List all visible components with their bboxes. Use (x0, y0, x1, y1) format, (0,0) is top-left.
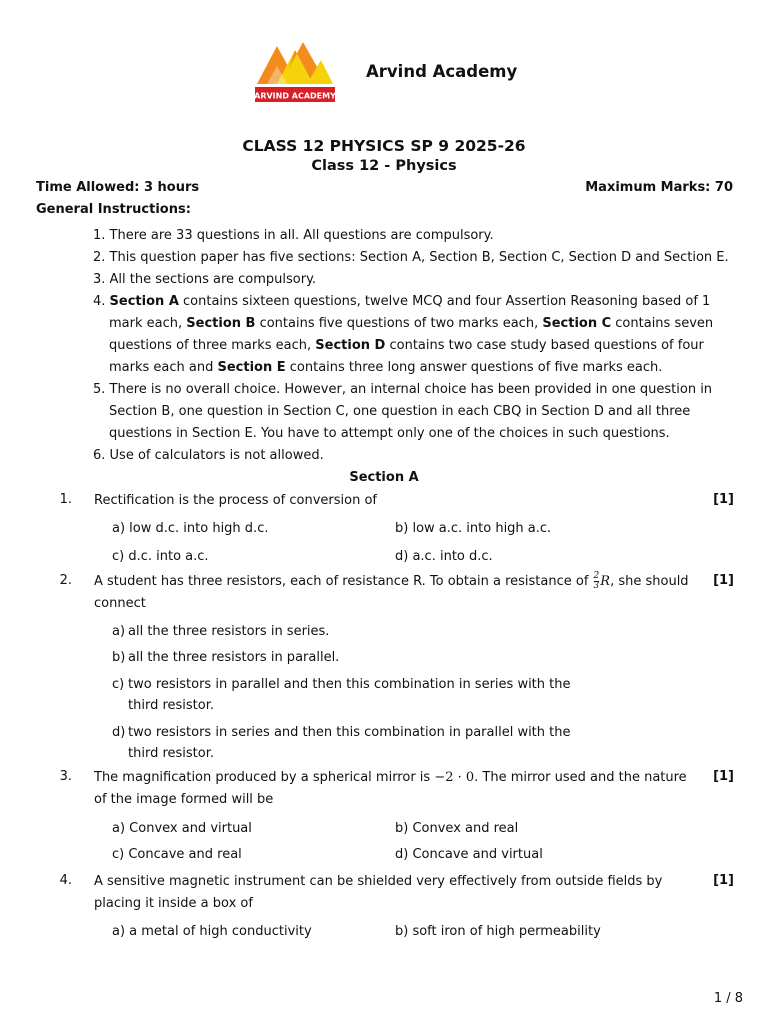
question-4-option-a[interactable]: a) a metal of high conductivity (112, 924, 312, 939)
fraction: $\frac{2}{3}$ (593, 571, 600, 591)
page-number: 1 / 8 (713, 991, 743, 1006)
question-3-option-d[interactable]: d) Concave and virtual (395, 847, 543, 862)
question-1-option-d[interactable]: d) a.c. into d.c. (395, 549, 493, 564)
question-3-marks: [1] (713, 769, 734, 784)
section-a-heading: Section A (349, 470, 419, 485)
question-1-text: Rectification is the process of conversion of (94, 493, 377, 508)
question-4-text: A sensitive magnetic instrument can be shielded very effectively from outside fields by placing it inside a box of (94, 874, 663, 911)
question-2-marks: [1] (713, 573, 734, 588)
institute-name: Arvind Academy (366, 62, 518, 81)
instruction-1: 1. There are 33 questions in all. All questions are compulsory. (93, 228, 494, 243)
question-number: 4. (59, 873, 72, 888)
question-number: 2. (59, 573, 72, 588)
instructions-heading: General Instructions: (36, 202, 191, 217)
paper-title: CLASS 12 PHYSICS SP 9 2025-26 (242, 137, 526, 155)
instruction-3: 3. All the sections are compulsory. (93, 272, 317, 287)
question-1-option-b[interactable]: b) low a.c. into high a.c. (395, 521, 552, 536)
question-3-option-c[interactable]: c) Concave and real (112, 847, 242, 862)
question-2-option-d[interactable]: d) two resistors in series and then this combination in parallel with the third resistor. (112, 725, 571, 761)
logo-text: ARVIND ACADEMY (255, 91, 335, 101)
question-1-option-c[interactable]: c) d.c. into a.c. (112, 549, 209, 564)
paper-subtitle: Class 12 - Physics (311, 158, 457, 174)
instruction-6: 6. Use of calculators is not allowed. (93, 448, 324, 463)
question-1-marks: [1] (713, 492, 734, 507)
question-4-option-b[interactable]: b) soft iron of high permeability (395, 924, 601, 939)
question-2-option-a[interactable]: a) all the three resistors in series. (112, 624, 330, 639)
question-1-option-a[interactable]: a) low d.c. into high d.c. (112, 521, 269, 536)
question-2-option-b[interactable]: b) all the three resistors in parallel. (112, 650, 340, 665)
maximum-marks: Maximum Marks: 70 (585, 180, 733, 195)
time-allowed: Time Allowed: 3 hours (36, 180, 200, 195)
question-number: 1. (59, 492, 72, 507)
instruction-4: 4. Section A contains sixteen questions, twelve MCQ and four Assertion Reasoning based of 1 mark each, Section B contains five questions of two marks each, Section C contains seven questions of three marks each, Section D contains two case study based questions of four marks each and Section E contains three long answer questions of five marks each. (93, 294, 714, 375)
question-3-option-a[interactable]: a) Convex and virtual (112, 821, 252, 836)
question-3-text: The magnification produced by a spherical mirror is −2 · 0. The mirror used and the nature of the image formed will be (94, 770, 687, 807)
instruction-2: 2. This question paper has five sections: Section A, Section B, Section C, Section D and Section E. (93, 250, 729, 265)
question-4-marks: [1] (713, 873, 734, 888)
question-2-option-c[interactable]: c) two resistors in parallel and then this combination in series with the third resistor. (112, 677, 571, 713)
academy-logo (255, 40, 335, 104)
question-3-option-b[interactable]: b) Convex and real (395, 821, 519, 836)
question-2-text: A student has three resistors, each of resistance R. To obtain a resistance of $\frac{2}{3}$ R, she should connect (94, 571, 689, 611)
general-instructions (93, 225, 743, 467)
question-number: 3. (59, 769, 72, 784)
instruction-5: 5. There is no overall choice. However, an internal choice has been provided in one question in Section B, one question in Section C, one question in each CBQ in Section D and all three questions in Section E. You have to attempt only one of the choices in such questions. (93, 382, 713, 441)
